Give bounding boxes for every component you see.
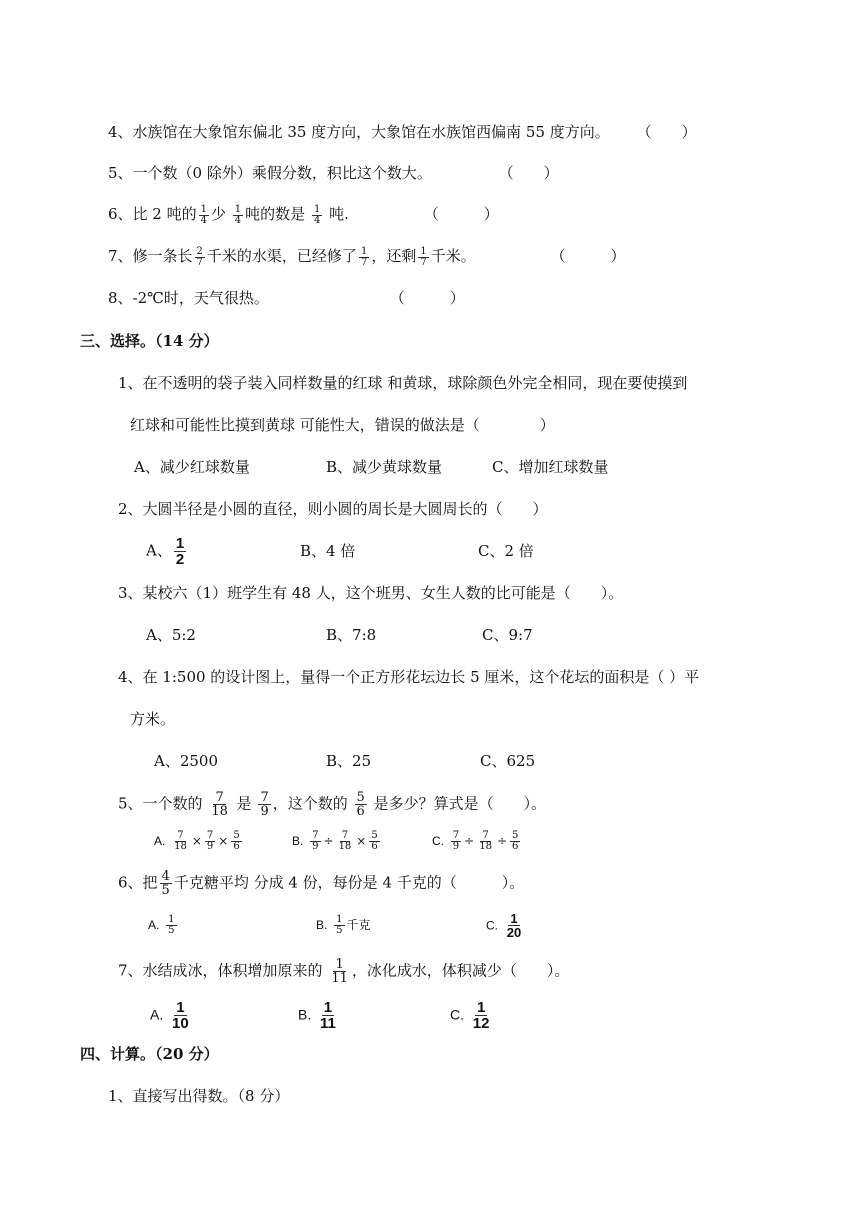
- choice-q6-option-a[interactable]: A. $\frac{1}{5}$: [148, 913, 175, 936]
- fraction: $\frac{1}{2}$: [175, 535, 185, 568]
- fraction: $\frac{7}{18}$: [338, 829, 352, 852]
- fraction: $\frac{7}{18}$: [211, 790, 228, 819]
- choice-q2-option-a[interactable]: A、 $\frac{1}{2}$: [146, 535, 185, 568]
- fraction: $\frac{1}{5}$: [168, 913, 175, 936]
- judge-q6: 6、比 2 吨的 $\frac{1}{4}$ 少 $\frac{1}{4}$ 吨的数是 $\frac{1}{4}$ 吨. （ ）: [108, 203, 499, 226]
- fraction: $\frac{7}{18}$: [174, 829, 187, 852]
- fraction: $\frac{1}{7}$: [420, 245, 427, 268]
- choice-q1-option-b[interactable]: B、减少黄球数量: [326, 458, 443, 476]
- answer-blank[interactable]: （ ）: [389, 289, 465, 307]
- answer-blank[interactable]: （ ）: [550, 247, 626, 265]
- fraction: $\frac{7}{9}$: [206, 829, 214, 852]
- fraction: $\frac{1}{11}$: [331, 957, 348, 986]
- choice-q3: 3、某校六（1）班学生有 48 人，这个班男、女生人数的比可能是（ ）。: [118, 584, 624, 602]
- choice-q7-option-a[interactable]: A. $\frac{1}{10}$: [150, 999, 189, 1032]
- fraction: $\frac{5}{6}$: [512, 829, 519, 852]
- choice-q2: 2、大圆半径是小圆的直径，则小圆的周长是大圆周长的（ ）: [118, 500, 548, 518]
- fraction: $\frac{5}{6}$: [233, 829, 240, 852]
- fraction: $\frac{1}{10}$: [172, 999, 189, 1032]
- choice-q6-option-b[interactable]: B. $\frac{1}{5}$ 千克: [316, 913, 371, 936]
- choice-q5-option-b[interactable]: B. $\frac{7}{9}$ ÷ $\frac{7}{18}$ × $\frac{5}{6}$: [292, 829, 378, 852]
- choice-q1-option-c[interactable]: C、增加红球数量: [492, 458, 609, 476]
- fraction: $\frac{2}{7}$: [196, 245, 203, 268]
- choice-q7: 7、水结成冰，体积增加原来的 $\frac{1}{11}$ ，冰化成水，体积减少（ ）。: [118, 957, 570, 986]
- fraction: $\frac{7}{18}$: [479, 829, 492, 852]
- choice-q1-line1: 1、在不透明的袋子装入同样数量的红球 和黄球，球除颜色外完全相同，现在要使摸到: [118, 374, 688, 392]
- choice-q1-option-a[interactable]: A、减少红球数量: [134, 458, 250, 476]
- choice-q7-option-c[interactable]: C. $\frac{1}{12}$: [450, 999, 490, 1032]
- fraction: $\frac{1}{5}$: [336, 913, 343, 936]
- judge-q4: 4、水族馆在大象馆东偏北 35 度方向，大象馆在水族馆西偏南 55 度方向。 （ ）: [108, 123, 697, 141]
- fraction: $\frac{5}{6}$: [356, 790, 365, 819]
- answer-blank[interactable]: （ ）: [636, 123, 697, 141]
- section-3-title: 三、选择。（14 分）: [80, 332, 219, 350]
- fraction: $\frac{7}{9}$: [312, 829, 319, 852]
- judge-q7: 7、修一条长 $\frac{2}{7}$ 千米的水渠，已经修了 $\frac{1}{7}$ ，还剩 $\frac{1}{7}$ 千米。 （ ）: [108, 245, 626, 268]
- choice-q3-option-b[interactable]: B、7:8: [326, 626, 377, 644]
- section-4-title: 四、计算。（20 分）: [80, 1045, 219, 1063]
- choice-q4-option-b[interactable]: B、25: [326, 752, 372, 770]
- choice-q5-option-c[interactable]: C. $\frac{7}{9}$ ÷ $\frac{7}{18}$ ÷ $\frac{5}{6}$: [432, 829, 519, 852]
- fraction: $\frac{4}{5}$: [161, 869, 170, 898]
- fraction: $\frac{7}{9}$: [452, 829, 460, 852]
- choice-q5: 5、一个数的 $\frac{7}{18}$ 是 $\frac{7}{9}$ ，这个数的 $\frac{5}{6}$ 是多少？算式是（ ）。: [118, 790, 547, 819]
- choice-q3-option-a[interactable]: A、5:2: [146, 626, 196, 644]
- judge-q5: 5、一个数（0 除外）乘假分数，积比这个数大。 （ ）: [108, 164, 559, 182]
- fraction: $\frac{1}{4}$: [200, 203, 207, 226]
- choice-q7-option-b[interactable]: B. $\frac{1}{11}$: [298, 999, 336, 1032]
- choice-q4-line1: 4、在 1:500 的设计图上，量得一个正方形花坛边长 5 厘米，这个花坛的面积是（ ）平: [118, 668, 700, 686]
- fraction: $\frac{1}{20}$: [506, 911, 522, 940]
- choice-q6: 6、把 $\frac{4}{5}$ 千克糖平均 分成 4 份，每份是 4 千克的（ ）。: [118, 869, 525, 898]
- choice-q3-option-c[interactable]: C、9:7: [482, 626, 533, 644]
- fraction: $\frac{7}{9}$: [260, 790, 269, 819]
- choice-q6-option-c[interactable]: C. $\frac{1}{20}$: [486, 911, 522, 940]
- fraction: $\frac{1}{12}$: [472, 999, 490, 1032]
- answer-blank[interactable]: （ ）: [498, 164, 559, 182]
- answer-blank[interactable]: （ ）: [423, 205, 499, 223]
- calc-q1: 1、直接写出得数。（8 分）: [108, 1087, 290, 1105]
- choice-q4-option-a[interactable]: A、2500: [154, 752, 219, 770]
- judge-q8: 8、-2℃时，天气很热。 （ ）: [108, 289, 465, 307]
- choice-q2-option-c[interactable]: C、2 倍: [478, 542, 534, 560]
- choice-q1-line2: 红球和可能性比摸到黄球 可能性大，错误的做法是（ ）: [130, 416, 555, 434]
- fraction: $\frac{1}{4}$: [313, 203, 321, 226]
- choice-q4-line2: 方米。: [130, 710, 176, 728]
- fraction: $\frac{5}{6}$: [371, 829, 378, 852]
- fraction: $\frac{1}{11}$: [320, 999, 336, 1032]
- choice-q2-option-b[interactable]: B、4 倍: [300, 542, 356, 560]
- fraction: $\frac{1}{7}$: [360, 245, 368, 268]
- choice-q5-option-a[interactable]: A. $\frac{7}{18}$ × $\frac{7}{9}$ × $\frac{5}{6}$: [154, 829, 240, 852]
- fraction: $\frac{1}{4}$: [234, 203, 242, 226]
- choice-q4-option-c[interactable]: C、625: [480, 752, 536, 770]
